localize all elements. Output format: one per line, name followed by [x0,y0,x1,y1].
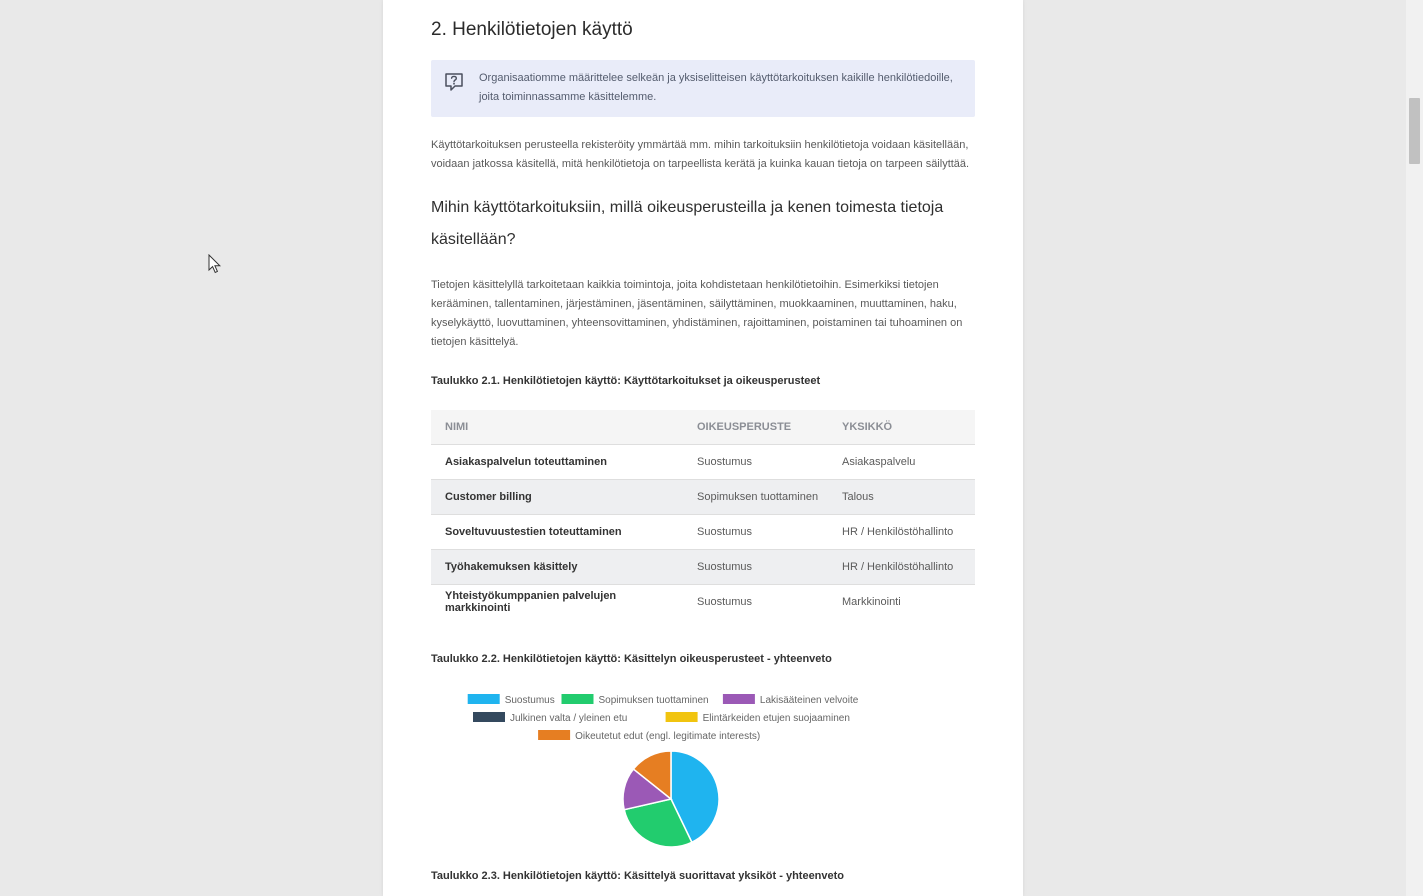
table-row [431,480,975,515]
cell-name: Soveltuvuustestien toteuttaminen [431,515,683,550]
legend-swatch [723,694,755,704]
cell-name: Työhakemuksen käsittely [431,550,683,585]
cell-legal-basis: Suostumus [683,550,828,585]
legend-item[interactable] [468,694,555,706]
cell-legal-basis: Suostumus [683,445,828,480]
column-header-unit: YKSIKKÖ [828,410,975,445]
cell-name: Asiakaspalvelun toteuttaminen [431,445,683,480]
table-row [431,550,975,585]
cell-legal-basis: Sopimuksen tuottaminen [683,480,828,515]
legend-swatch [473,712,505,722]
table-2-3-caption: Taulukko 2.3. Henkilötietojen käyttö: Käsittelyä suorittavat yksiköt - yhteenveto [431,870,845,882]
table-row [431,445,975,480]
legend-label: Sopimuksen tuottaminen [598,695,709,706]
document-page [383,0,1023,896]
section-title: 2. Henkilötietojen käyttö [431,19,633,40]
table-2-2-caption: Taulukko 2.2. Henkilötietojen käyttö: Käsittelyn oikeusperusteet - yhteenveto [431,653,832,665]
legend-item[interactable] [538,730,760,742]
info-callout [431,60,975,117]
cell-unit: HR / Henkilöstöhallinto [828,515,975,550]
scrollbar-thumb[interactable] [1409,98,1420,164]
question-bubble-icon [444,72,464,92]
table-row [431,585,975,620]
legend-label: Suostumus [504,695,555,706]
cell-unit: Asiakaspalvelu [828,445,975,480]
legend-item[interactable] [723,694,859,706]
cell-legal-basis: Suostumus [683,515,828,550]
column-header-name: NIMI [431,410,683,445]
cell-name: Yhteistyökumppanien palvelujen markkinointi [445,590,617,614]
cell-name: Customer billing [431,480,683,515]
legend-swatch [666,712,698,722]
legend-swatch [538,730,570,740]
legend-label: Elintärkeiden etujen suojaaminen [702,713,850,724]
cell-legal-basis: Suostumus [697,596,753,608]
mouse-cursor-icon [208,254,222,274]
table-row [431,515,975,550]
legend-label: Julkinen valta / yleinen etu [510,713,628,724]
legal-basis-pie-chart [431,688,975,848]
table-header-row [431,410,975,445]
legend-swatch [562,694,594,704]
legend-item[interactable] [473,712,627,724]
legend-label: Lakisääteinen velvoite [759,695,859,706]
table-2-1-caption: Taulukko 2.1. Henkilötietojen käyttö: Käyttötarkoitukset ja oikeusperusteet [431,375,821,387]
vertical-scrollbar[interactable] [1406,0,1423,896]
legend-label: Oikeutetut edut (engl. legitimate interests) [575,731,761,742]
cell-unit: HR / Henkilöstöhallinto [828,550,975,585]
column-header-legal-basis: OIKEUSPERUSTE [683,410,828,445]
callout-text: Organisaatiomme määrittelee selkeän ja yksiselitteisen käyttötarkoituksen kaikille henkilötiedoille, joita toiminnassamme käsittelemme. [479,72,953,103]
cell-unit: Talous [828,480,975,515]
legend-swatch [468,694,500,704]
legend-item[interactable] [666,712,850,724]
intro-paragraph: Käyttötarkoituksen perusteella rekisteröity ymmärtää mm. mihin tarkoituksiin henkilötietoja voidaan käsitellään, voidaan jatkossa käsitellä, mitä henkilötietoja on tarpeellista kerätä ja kuinka kauan tietoja on tarpeen säilyttää. [431,139,970,170]
processing-paragraph: Tietojen käsittelyllä tarkoitetaan kaikkia toimintoja, joita kohdistetaan henkilötietoihin. Esimerkiksi tietojen kerääminen, tallentaminen, järjestäminen, jäsentäminen, säilyttäminen, muokkaaminen, muuttaminen, haku, kyselykäyttö, luovuttaminen, yhteensovittaminen, yhdistäminen, rajoittaminen, poistaminen tai tuhoaminen on tietojen käsittelyä. [431,279,963,348]
purposes-table [431,410,975,619]
subheading: Mihin käyttötarkoituksiin, millä oikeusperusteilla ja kenen toimesta tietoja käsitellään? [431,199,944,248]
legend-item[interactable] [562,694,709,706]
cell-unit: Markkinointi [842,596,901,608]
